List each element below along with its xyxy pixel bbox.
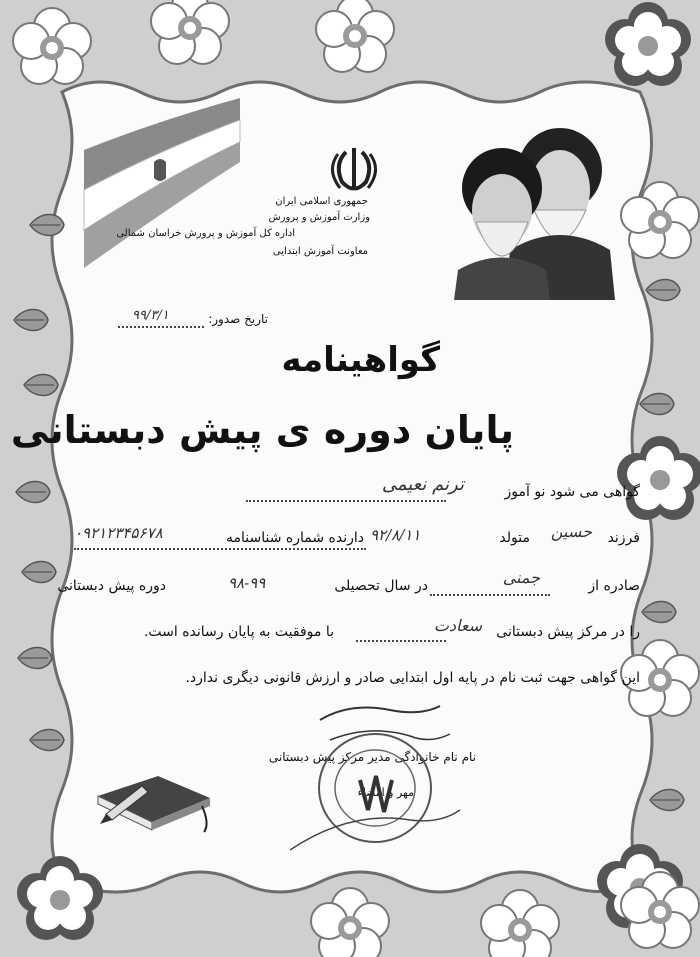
national-id: ۰۹۲۱۲۳۴۵۶۷۸ — [74, 524, 163, 542]
header-deputy: معاونت آموزش ابتدایی — [272, 246, 368, 257]
issued-place: جمنی — [502, 568, 540, 587]
portraits-image — [450, 100, 620, 300]
certificate-subtitle: پایان دوره ی پیش دبستانی — [10, 408, 514, 452]
line5-note: این گواهی جهت ثبت نام در پایه اول ابتدایی صادر و ارزش قانونی دیگری ندارد. — [185, 670, 640, 686]
birth-date: ۹۲/۸/۱۱ — [370, 526, 421, 544]
line4-end: با موفقیت به پایان رسانده است. — [143, 624, 334, 640]
line2-id-text: دارنده شماره شناسنامه — [226, 530, 364, 546]
signature-stamp-icon — [290, 700, 460, 860]
line3-issued: صادره از — [588, 578, 640, 594]
flag-emblem-icon — [154, 159, 166, 181]
book-pencil-icon — [92, 768, 216, 836]
header-country: جمهوری اسلامی ایران — [275, 196, 368, 207]
line3-year-text: در سال تحصیلی — [334, 578, 428, 594]
father-name: حسین — [550, 522, 592, 541]
academic-year: ۹۸-۹۹ — [228, 574, 266, 592]
certificate-title: گواهینامه — [281, 340, 440, 380]
header-ministry: وزارت آموزش و پرورش — [268, 212, 370, 223]
issue-date-value: ۹۹/۳/۱ — [132, 308, 169, 323]
line2-son: فرزند — [607, 530, 640, 546]
line3-course: دوره پیش دبستانی — [57, 578, 166, 594]
student-name: ترنم نعیمی — [381, 474, 464, 495]
issue-date-label: تاریخ صدور: — [208, 312, 268, 326]
center-name: سعادت — [433, 616, 482, 635]
line2-born: متولد — [499, 530, 530, 546]
header-department: اداره کل آموزش و پرورش خراسان شمالی — [116, 228, 295, 239]
line1-text: گواهی می شود نو آموز — [504, 484, 640, 500]
stamp-label: مهر و امضاء — [357, 786, 414, 799]
line4-center-text: را در مرکز پیش دبستانی — [496, 624, 640, 640]
iran-emblem-icon — [328, 146, 380, 192]
signature-label: نام نام خانوادگی مدیر مرکز پیش دبستانی — [268, 750, 476, 764]
